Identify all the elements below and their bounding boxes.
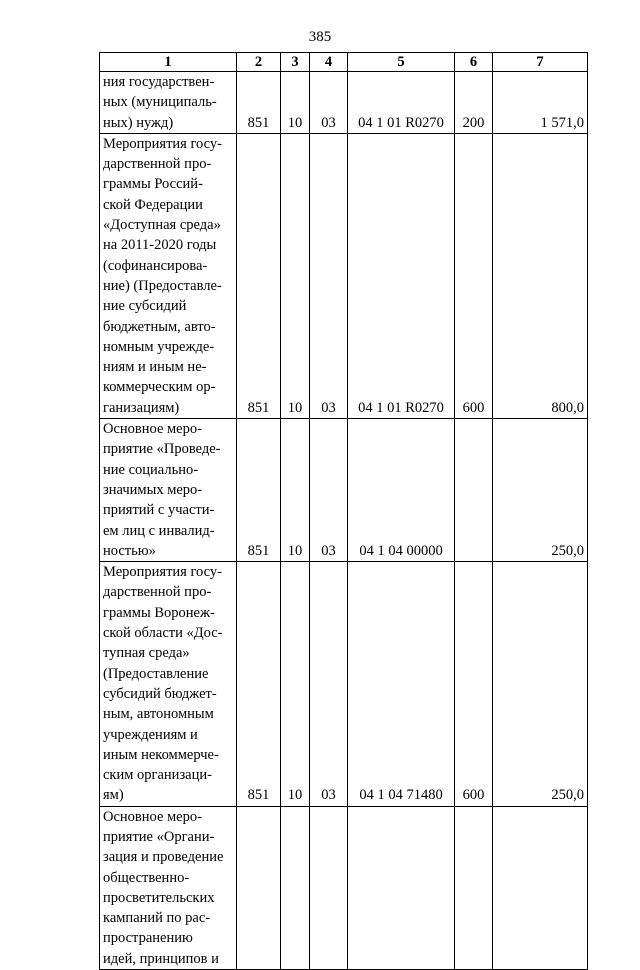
item-name-line: кампаний по рас-: [103, 910, 211, 927]
item-name-line: ния государствен-: [103, 74, 215, 90]
item-name-line: тупная среда»: [103, 645, 190, 662]
item-name-line: ской области «Дос-: [103, 625, 223, 642]
cell-code-3: 10: [281, 133, 310, 418]
cell-code-2: [237, 806, 281, 969]
header-col-4: 4: [310, 53, 348, 72]
cell-item-name: [100, 72, 237, 134]
item-name-line: значимых меро-: [103, 481, 203, 498]
cell-code-4: 03: [310, 419, 348, 562]
item-name-line: ниям и иным не-: [103, 359, 207, 376]
item-name-line: Мероприятия госу-: [103, 135, 222, 152]
cell-code-4: 03: [310, 72, 348, 134]
page-number: 385: [308, 29, 332, 45]
item-name-line: (софинансирова-: [103, 257, 208, 274]
item-name-line: ние субсидий: [103, 298, 187, 315]
header-col-6: 6: [455, 53, 493, 72]
item-name-line: дарственной про-: [103, 156, 212, 173]
cell-code-2: 851: [237, 133, 281, 418]
item-name-line: зация и проведение: [103, 849, 224, 866]
table-row: [100, 133, 588, 418]
item-name-line: номным учрежде-: [103, 338, 215, 355]
cell-code-2: 851: [237, 562, 281, 807]
item-name-line: учреждениям и: [103, 726, 198, 743]
cell-code-5: 04 1 01 R0270: [348, 72, 455, 134]
item-name-line: ных (муниципаль-: [103, 94, 217, 111]
cell-amount: 1 571,0: [493, 72, 588, 134]
table-row: [100, 72, 588, 134]
item-name-line: Основное меро-: [103, 808, 202, 825]
header-col-5: 5: [348, 53, 455, 72]
cell-amount: [493, 806, 588, 969]
item-name-line: иным некоммерче-: [103, 746, 219, 763]
cell-item-name: [100, 806, 237, 969]
item-name-line: бюджетным, авто-: [103, 318, 216, 335]
item-name-line: дарственной про-: [103, 584, 212, 601]
cell-code-6: [455, 419, 493, 562]
item-name-line: Мероприятия госу-: [103, 564, 222, 581]
item-name-line: ской Федерации: [103, 196, 203, 213]
item-name-line: просветительских: [103, 889, 215, 906]
item-name-line: на 2011-2020 годы: [103, 237, 217, 254]
item-name-line: ных) нужд): [103, 114, 174, 131]
cell-code-4: 03: [310, 133, 348, 418]
item-name-line: пространению: [103, 930, 193, 947]
item-name-line: ным, автономным: [103, 706, 214, 723]
cell-item-name: [100, 562, 237, 807]
item-name-line: общественно-: [103, 869, 190, 886]
table-row: [100, 419, 588, 562]
table-row: [100, 562, 588, 807]
item-name-line: (Предоставление: [103, 665, 209, 682]
table-row: [100, 806, 588, 969]
item-name-line: коммерческим ор-: [103, 379, 216, 396]
item-name-line: граммы Воронеж-: [103, 604, 215, 621]
cell-code-5: 04 1 04 71480: [348, 562, 455, 807]
item-name-line: граммы Россий-: [103, 176, 203, 193]
table-header-row: [100, 53, 588, 72]
cell-code-3: 10: [281, 419, 310, 562]
cell-code-6: 200: [455, 72, 493, 134]
cell-code-6: 600: [455, 562, 493, 807]
item-name-line: ям): [103, 787, 124, 804]
item-name-line: приятие «Органи-: [103, 828, 215, 845]
item-name-line: субсидий бюджет-: [103, 685, 217, 702]
header-col-2: 2: [237, 53, 281, 72]
item-name-line: ние социально-: [103, 461, 199, 478]
item-name-line: «Доступная среда»: [103, 217, 221, 234]
item-name-line: ганизациям): [103, 399, 180, 416]
item-name-line: ским организаци-: [103, 767, 212, 784]
item-name-line: идей, принципов и: [103, 950, 219, 967]
header-col-1: 1: [100, 53, 237, 72]
cell-code-6: [455, 806, 493, 969]
cell-code-2: 851: [237, 72, 281, 134]
cell-code-2: 851: [237, 419, 281, 562]
cell-code-5: 04 1 01 R0270: [348, 133, 455, 418]
cell-item-name: [100, 133, 237, 418]
cell-code-4: 03: [310, 562, 348, 807]
item-name-line: приятие «Проведе-: [103, 441, 221, 458]
cell-code-5: 04 1 04 00000: [348, 419, 455, 562]
table-body: [100, 72, 588, 970]
header-col-3: 3: [281, 53, 310, 72]
cell-code-5: [348, 806, 455, 969]
cell-code-6: 600: [455, 133, 493, 418]
cell-amount: 250,0: [493, 419, 588, 562]
cell-code-3: [281, 806, 310, 969]
cell-amount: 800,0: [493, 133, 588, 418]
cell-code-3: 10: [281, 72, 310, 134]
item-name-line: ние) (Предоставле-: [103, 277, 222, 294]
cell-code-3: 10: [281, 562, 310, 807]
cell-amount: 250,0: [493, 562, 588, 807]
budget-table: [99, 52, 588, 970]
item-name-line: приятий с участи-: [103, 502, 215, 519]
item-name-line: Основное меро-: [103, 421, 202, 438]
item-name-line: ностью»: [103, 542, 156, 559]
cell-code-4: [310, 806, 348, 969]
header-col-7: 7: [493, 53, 588, 72]
cell-item-name: [100, 419, 237, 562]
item-name-line: ем лиц с инвалид-: [103, 522, 215, 539]
